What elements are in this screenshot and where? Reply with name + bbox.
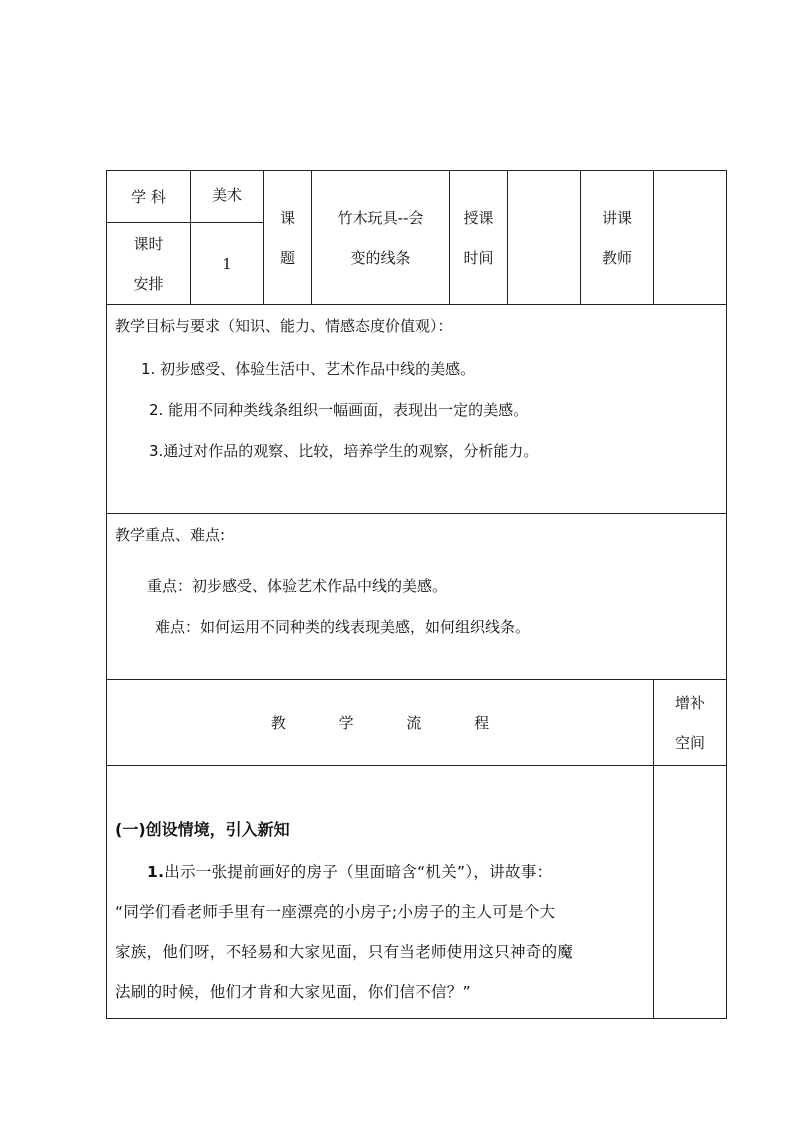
objective-item-1: 1. 初步感受、体验生活中、艺术作品中线的美感。 — [141, 360, 476, 378]
lesson-plan-table — [106, 170, 727, 1019]
time-label-2: 时间 — [463, 248, 494, 267]
hours-value: 1 — [191, 223, 264, 305]
subject-value: 美术 — [191, 171, 264, 223]
subject-label: 学 科 — [107, 171, 191, 223]
topic-value-2: 变的线条 — [350, 248, 411, 267]
topic-value — [312, 171, 450, 305]
teacher-label-2: 教师 — [601, 248, 632, 267]
objective-item-3: 3.通过对作品的观察、比较，培养学生的观察，分析能力。 — [149, 442, 539, 460]
supplement-label-1: 增补 — [674, 693, 705, 712]
key-points-section — [107, 514, 727, 680]
quote-line-2: 家族，他们呀，不轻易和大家见面，只有当老师使用这只神奇的魔 — [115, 943, 574, 961]
time-label — [450, 171, 508, 305]
key-points-title: 教学重点、难点: — [115, 526, 226, 544]
hours-label — [107, 223, 191, 305]
teacher-value — [654, 171, 727, 305]
teacher-label-1: 讲课 — [601, 208, 632, 227]
step-1 — [115, 852, 647, 892]
hours-label-1: 课时 — [133, 234, 164, 253]
quote-line-1: “同学们看老师手里有一座漂亮的小房子;小房子的主人可是个大 — [115, 903, 556, 921]
process-title: 教 学 流 程 — [107, 680, 654, 766]
step-number: 1. — [147, 863, 165, 881]
time-value — [508, 171, 581, 305]
hours-label-2: 安排 — [133, 274, 164, 293]
topic-label — [264, 171, 312, 305]
topic-label-1: 课 — [279, 208, 295, 227]
section-heading: (一)创设情境，引入新知 — [115, 820, 290, 839]
objectives-title: 教学目标与要求（知识、能力、情感态度价值观）： — [115, 317, 453, 335]
supplement-space — [654, 766, 727, 1019]
focus-point: 重点：初步感受、体验艺术作品中线的美感。 — [147, 577, 448, 595]
supplement-label-2: 空间 — [674, 733, 705, 752]
topic-label-2: 题 — [279, 248, 295, 267]
step-text: 出示一张提前画好的房子（里面暗含“机关”），讲故事： — [164, 863, 553, 881]
time-label-1: 授课 — [463, 208, 494, 227]
objective-item-2: 2. 能用不同种类线条组织一幅画面，表现出一定的美感。 — [149, 401, 529, 419]
difficulty-point: 难点：如何运用不同种类的线表现美感，如何组织线条。 — [155, 618, 531, 636]
objectives-section — [107, 305, 727, 514]
teacher-label — [581, 171, 654, 305]
supplement-space-label — [654, 680, 727, 766]
topic-value-1: 竹木玩具--会 — [337, 208, 424, 227]
quote-line-3: 法刷的时候，他们才肯和大家见面，你们信不信？” — [115, 983, 471, 1001]
process-content — [107, 766, 654, 1019]
